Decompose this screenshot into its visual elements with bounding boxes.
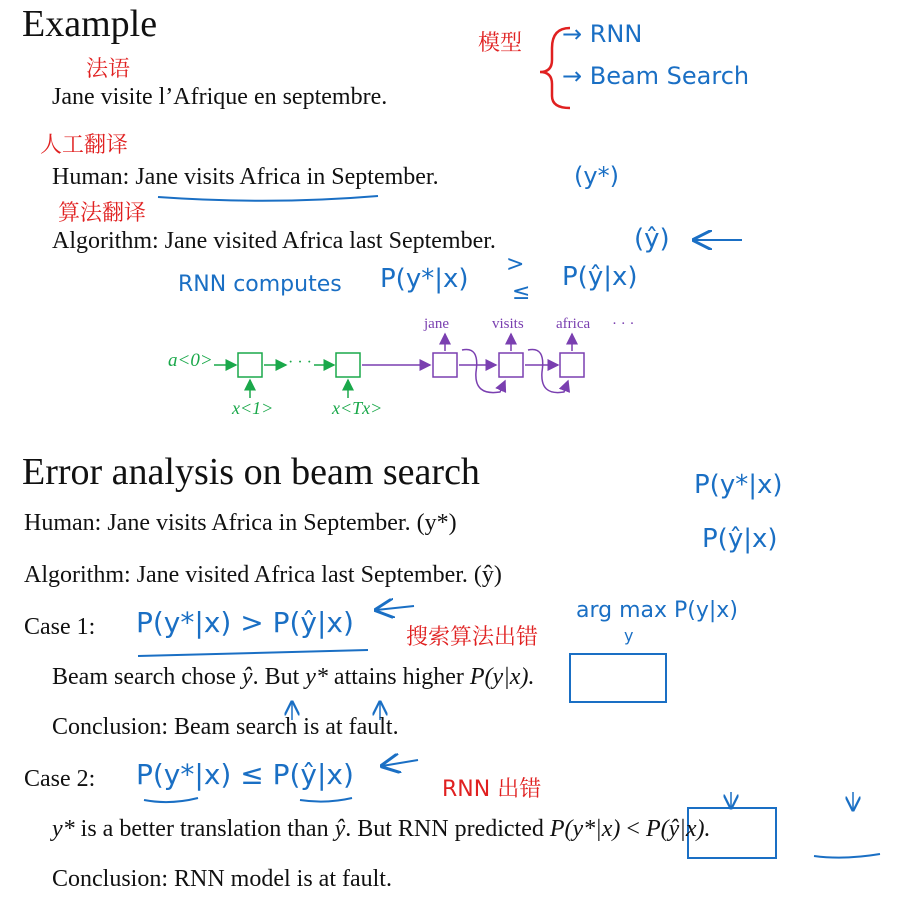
- encoder-cell-t: [336, 353, 360, 377]
- x1-label: x<1>: [232, 398, 274, 418]
- model-item-beam: → Beam Search: [562, 62, 750, 90]
- case1-text-e: attains higher: [327, 664, 470, 690]
- le-symbol: ≤: [512, 280, 531, 305]
- side-p-yhat: P(ŷ|x): [702, 524, 778, 554]
- case2-p-yhat: P(ŷ|x).: [645, 816, 711, 842]
- case1-label: Case 1:: [24, 614, 96, 640]
- side-p-ystar: P(y*|x): [694, 470, 783, 500]
- human-sentence: Human: Jane visits Africa in September.: [52, 164, 439, 190]
- encoder-dots: · · ·: [288, 354, 312, 371]
- human-line: Human: Jane visits Africa in September. (y*): [24, 510, 457, 536]
- output-jane: jane: [424, 316, 449, 332]
- case1-pyx: P(y|x).: [469, 664, 535, 690]
- case1-highlight-box: [570, 654, 666, 702]
- decoder-cell-2: [499, 353, 523, 377]
- example-title: Example: [22, 3, 158, 45]
- encoder-cell-1: [238, 353, 262, 377]
- analysis-title: Error analysis on beam search: [22, 451, 480, 493]
- case2-p-ystar: P(y*|x): [549, 816, 621, 842]
- rnn-computes: RNN computes: [178, 272, 342, 297]
- case2-underline-2: [300, 798, 352, 802]
- case1-yhat: ŷ: [241, 664, 253, 690]
- argmax-label: arg max P(y|x): [576, 598, 738, 623]
- decoder-cell-1: [433, 353, 457, 377]
- human-underline: [158, 196, 378, 201]
- a0-label: a<0>: [168, 350, 213, 371]
- case1-condition: P(y*|x) > P(ŷ|x): [136, 606, 354, 639]
- french-sentence: Jane visite l’Afrique en septembre.: [52, 84, 388, 110]
- case2-ystar: y*: [52, 816, 75, 842]
- case1-underline: [138, 650, 368, 656]
- model-label: 模型: [478, 31, 523, 56]
- decoder-cell-3: [560, 353, 584, 377]
- human-label: 人工翻译: [40, 133, 129, 158]
- output-visits: visits: [492, 316, 524, 332]
- output-dots: · · ·: [612, 316, 635, 332]
- case1-conclusion: Conclusion: Beam search is at fault.: [52, 714, 399, 740]
- case1-ystar: y*: [305, 664, 328, 690]
- model-item-rnn: → RNN: [562, 20, 643, 48]
- case2-note: RNN 出错: [442, 777, 542, 802]
- case2-yhat: ŷ: [334, 816, 346, 842]
- xtx-label: x<Tx>: [332, 398, 383, 418]
- case2-label: Case 2:: [24, 766, 96, 792]
- case2-condition: P(y*|x) ≤ P(ŷ|x): [136, 758, 354, 791]
- case1-text-c: . But: [252, 664, 306, 690]
- p-yhat-top: P(ŷ|x): [562, 262, 638, 292]
- case2-text-d: . But RNN predicted: [345, 816, 550, 842]
- algo-line: Algorithm: Jane visited Africa last September. (ŷ): [24, 562, 502, 588]
- output-africa: africa: [556, 316, 591, 332]
- gt-symbol: >: [506, 252, 525, 277]
- model-brace: [540, 28, 570, 108]
- p-ystar-top: P(y*|x): [380, 264, 469, 294]
- case1-text-a: Beam search chose: [52, 664, 242, 690]
- algo-sentence: Algorithm: Jane visited Africa last September.: [52, 228, 496, 254]
- algo-note: (ŷ): [634, 224, 670, 254]
- case2-lt: <: [620, 816, 646, 842]
- case2-underline-1: [144, 798, 198, 802]
- french-label: 法语: [86, 57, 131, 82]
- case2-line: [52, 816, 711, 843]
- case2-text-b: is a better translation than: [74, 816, 335, 842]
- argmax-sub: y: [624, 626, 634, 645]
- case2-conclusion: Conclusion: RNN model is at fault.: [52, 866, 392, 892]
- case1-note: 搜索算法出错: [406, 625, 539, 650]
- human-note: (y*): [574, 162, 619, 190]
- algo-label: 算法翻译: [58, 201, 147, 226]
- case1-line: [52, 664, 534, 691]
